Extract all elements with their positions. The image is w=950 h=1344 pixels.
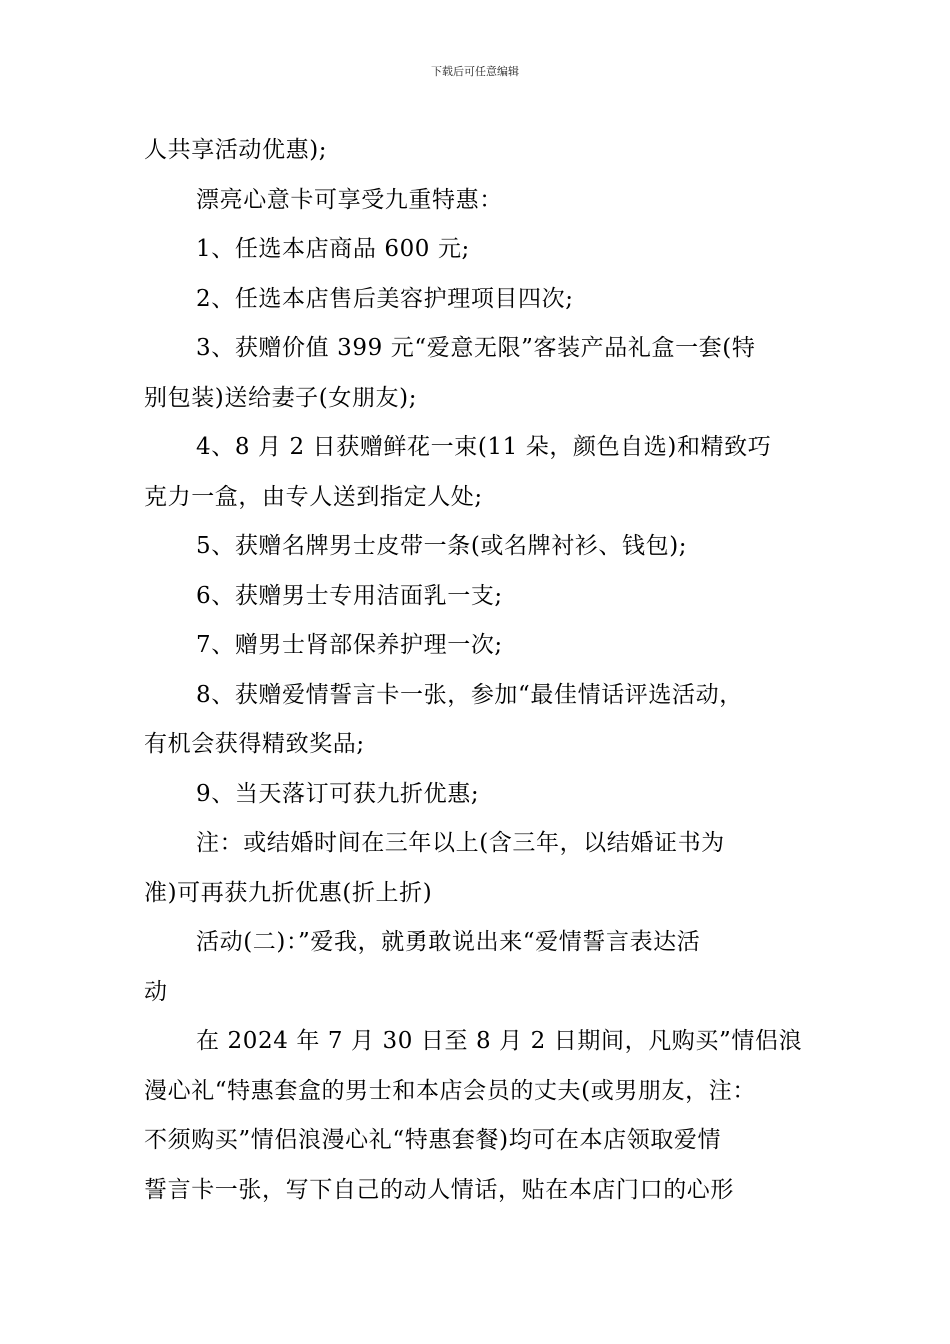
text-line: 人共享活动优惠); [144,137,328,163]
text-line: 在 2024 年 7 月 30 日至 8 月 2 日期间，凡购买”情侣浪 [196,1028,803,1054]
text-line: 2、任选本店售后美容护理项目四次; [196,285,574,312]
text-line: 活动(二)：”爱我，就勇敢说出来“爱情誓言表达活 [196,929,701,955]
text-line: 克力一盒，由专人送到指定人处; [144,483,483,510]
text-line: 4、8 月 2 日获赠鲜花一束(11 朵，颜色自选)和精致巧 [196,434,772,460]
text-line: 3、获赠价值 399 元“爱意无限”客装产品礼盒一套(特 [196,335,756,361]
page-header: 下载后可任意编辑 [431,65,519,78]
text-line: 有机会获得精致奖品; [144,731,365,757]
text-line: 别包装)送给妻子(女朋友); [144,384,418,411]
text-line: 9、当天落订可获九折优惠; [196,780,480,807]
text-line: 5、获赠名牌男士皮带一条(或名牌衬衫、钱包); [196,533,688,559]
text-line: 漂亮心意卡可享受九重特惠： [196,186,503,213]
text-line: 不须购买”情侣浪漫心礼“特惠套餐)均可在本店领取爱情 [144,1127,722,1153]
text-line: 动 [144,978,168,1005]
text-line: 誓言卡一张，写下自己的动人情话，贴在本店门口的心形 [144,1176,734,1203]
text-line: 准)可再获九折优惠(折上折) [144,879,433,906]
text-line: 6、获赠男士专用洁面乳一支; [196,582,503,609]
text-line: 7、赠男士肾部保养护理一次; [196,632,503,658]
text-line: 注：或结婚时间在三年以上(含三年，以结婚证书为 [196,830,725,856]
text-line: 8、获赠爱情誓言卡一张，参加“最佳情话评选活动， [196,681,743,708]
document-body [144,126,814,1215]
text-line: 漫心礼“特惠套盒的男士和本店会员的丈夫(或男朋友，注： [144,1077,756,1104]
text-line: 1、任选本店商品 600 元; [196,236,470,262]
